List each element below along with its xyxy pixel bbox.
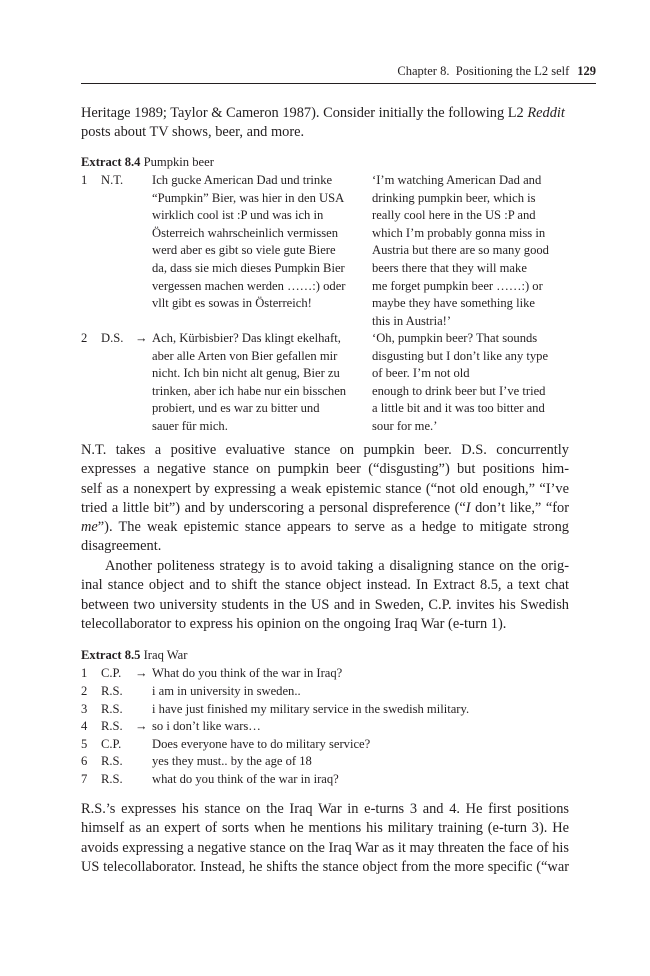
para-line: R.S.’s expresses his stance on the Iraq War in e-turns 3 and 4. He first positions (81, 801, 569, 817)
para-line: disagreement. (81, 538, 162, 555)
de-line: trinken, aber ich habe nur ein bisschen (152, 383, 347, 398)
speaker: R.S. (101, 702, 123, 716)
speaker: C.P. (101, 737, 122, 751)
en-line: me forget pumpkin beer ……:) or (372, 278, 543, 293)
en-line: ‘Oh, pumpkin beer? That sounds (372, 331, 538, 345)
en-line: of beer. I’m not old (372, 366, 470, 381)
speaker: R.S. (101, 754, 123, 768)
chat-text: i am in university in sweden.. (152, 684, 301, 698)
arrow-icon: → (135, 666, 148, 680)
de-line: Ach, Kürbisbier? Das klingt ekelhaft, (152, 331, 341, 345)
stance-paragraph (81, 800, 569, 877)
en-line: really cool here in the US :P and (372, 208, 536, 223)
de-line: Ich gucke American Dad und trinke (152, 173, 333, 187)
en-line: a little bit and it was too bitter and (372, 401, 545, 416)
para-line: expresses a negative stance on pumpkin beer (“disgusting”) but positions him- (81, 461, 569, 478)
para-line: Another politeness strategy is to avoid taking a disaligning stance on the orig- (105, 558, 569, 574)
para-line: tried a little bit”) and by underscoring a personal dispreference (“I don’t like,” “for (81, 499, 569, 516)
chat-text: What do you think of the war in Iraq? (152, 666, 343, 680)
politeness-paragraph (81, 557, 569, 634)
chat-text: yes they must.. by the age of 18 (152, 754, 312, 768)
line-number: 3 (81, 702, 88, 716)
para1-line: posts about TV shows, beer, and more. (81, 124, 305, 141)
de-line: da, dass sie mich dieses Pumpkin Bier (152, 260, 345, 275)
speaker: N.T. (101, 173, 124, 187)
para-line: inal stance object and to shift the stance object instead. In Extract 8.5, a text chat (81, 577, 569, 594)
en-line: sour for me.’ (372, 418, 438, 433)
en-line: beers there that they will make (372, 260, 527, 275)
de-line: vllt gibt es sowas in Österreich! (152, 296, 312, 311)
para-line: avoids expressing a negative stance on the Iraq War as it may threaten the face of his (81, 839, 569, 856)
english-translation (372, 172, 582, 330)
en-line: maybe they have something like (372, 296, 535, 311)
line-number: 4 (81, 719, 88, 733)
en-line: ‘I’m watching American Dad and (372, 173, 542, 187)
chat-text: what do you think of the war in iraq? (152, 772, 339, 786)
de-line: sauer für mich. (152, 418, 228, 433)
de-line: probiert, und es war zu bitter und (152, 401, 320, 416)
en-line: Austria but there are so many good (372, 243, 549, 258)
speaker: R.S. (101, 719, 123, 733)
line-number: 7 (81, 772, 88, 786)
de-line: Österreich wahrscheinlich vermissen (152, 225, 339, 240)
english-translation (372, 330, 582, 436)
arrow-icon: → (135, 719, 148, 733)
para-line: N.T. takes a positive evaluative stance on pumpkin beer. D.S. concurrently (81, 442, 569, 458)
arrow-icon: → (135, 331, 148, 345)
intro-paragraph (81, 104, 569, 143)
extract-label: Extract 8.4 (81, 155, 141, 169)
extract-8-5-title (81, 648, 187, 663)
chat-text: i have just finished my military service in the swedish military. (152, 702, 470, 716)
extract-caption: Iraq War (143, 648, 188, 662)
en-line: disgusting but I don’t like any type (372, 348, 549, 363)
extract-8-4-title (81, 155, 214, 170)
en-line: this in Austria!’ (372, 313, 452, 328)
para-line: me”). The weak epistemic stance appears to serve as a hedge to mitigate strong (81, 519, 569, 536)
line-number: 2 (81, 331, 88, 345)
en-line: which I’m probably gonna miss in (372, 225, 546, 240)
running-head (397, 64, 596, 79)
en-line: enough to drink beer but I’ve tried (372, 383, 546, 398)
german-text (152, 330, 367, 436)
line-number: 1 (81, 666, 88, 680)
page-number: 129 (577, 64, 596, 78)
speaker: C.P. (101, 666, 122, 680)
line-number: 2 (81, 684, 88, 698)
para1-line: Heritage 1989; Taylor & Cameron 1987). Consider initially the following L2 Reddit (81, 105, 565, 121)
speaker: R.S. (101, 684, 123, 698)
de-line: “Pumpkin” Bier, was hier in den USA (152, 190, 345, 205)
chapter-title: Chapter 8. Positioning the L2 self (397, 64, 570, 78)
para-line: US telecollaborator. Instead, he shifts the stance object from the more specific (“war (81, 858, 569, 875)
line-number: 5 (81, 737, 88, 751)
header-rule (81, 83, 596, 84)
extract-label: Extract 8.5 (81, 648, 141, 662)
en-line: drinking pumpkin beer, which is (372, 190, 536, 205)
line-number: 1 (81, 173, 88, 187)
speaker: D.S. (101, 331, 124, 345)
para-line: telecollaborator to express his opinion on the ongoing Iraq War (e-turn 1). (81, 615, 507, 632)
para-line: self as a nonexpert by expressing a weak epistemic stance (“not old enough,” “I’ve (81, 480, 569, 497)
de-line: werd aber es gibt so viele gute Biere (152, 243, 336, 258)
german-text (152, 172, 367, 313)
analysis-paragraph (81, 441, 569, 557)
para-line: between two university students in the US and in Sweden, C.P. invites his Swedish (81, 596, 569, 613)
de-line: aber alle Arten von Bier gefallen mir (152, 348, 338, 363)
extract-caption: Pumpkin beer (143, 155, 214, 169)
speaker: R.S. (101, 772, 123, 786)
para-line: himself as an expert of sorts when he mentions his military training (e-turn 3). He (81, 820, 569, 837)
chat-text: so i don’t like wars… (152, 719, 261, 733)
de-line: nicht. Ich bin nicht alt genug, Bier zu (152, 366, 340, 381)
de-line: wirklich cool ist :P und was ich in (152, 208, 324, 223)
line-number: 6 (81, 754, 88, 768)
de-line: vergessen machen werden ……:) oder (152, 278, 346, 293)
chat-text: Does everyone have to do military service? (152, 737, 371, 751)
